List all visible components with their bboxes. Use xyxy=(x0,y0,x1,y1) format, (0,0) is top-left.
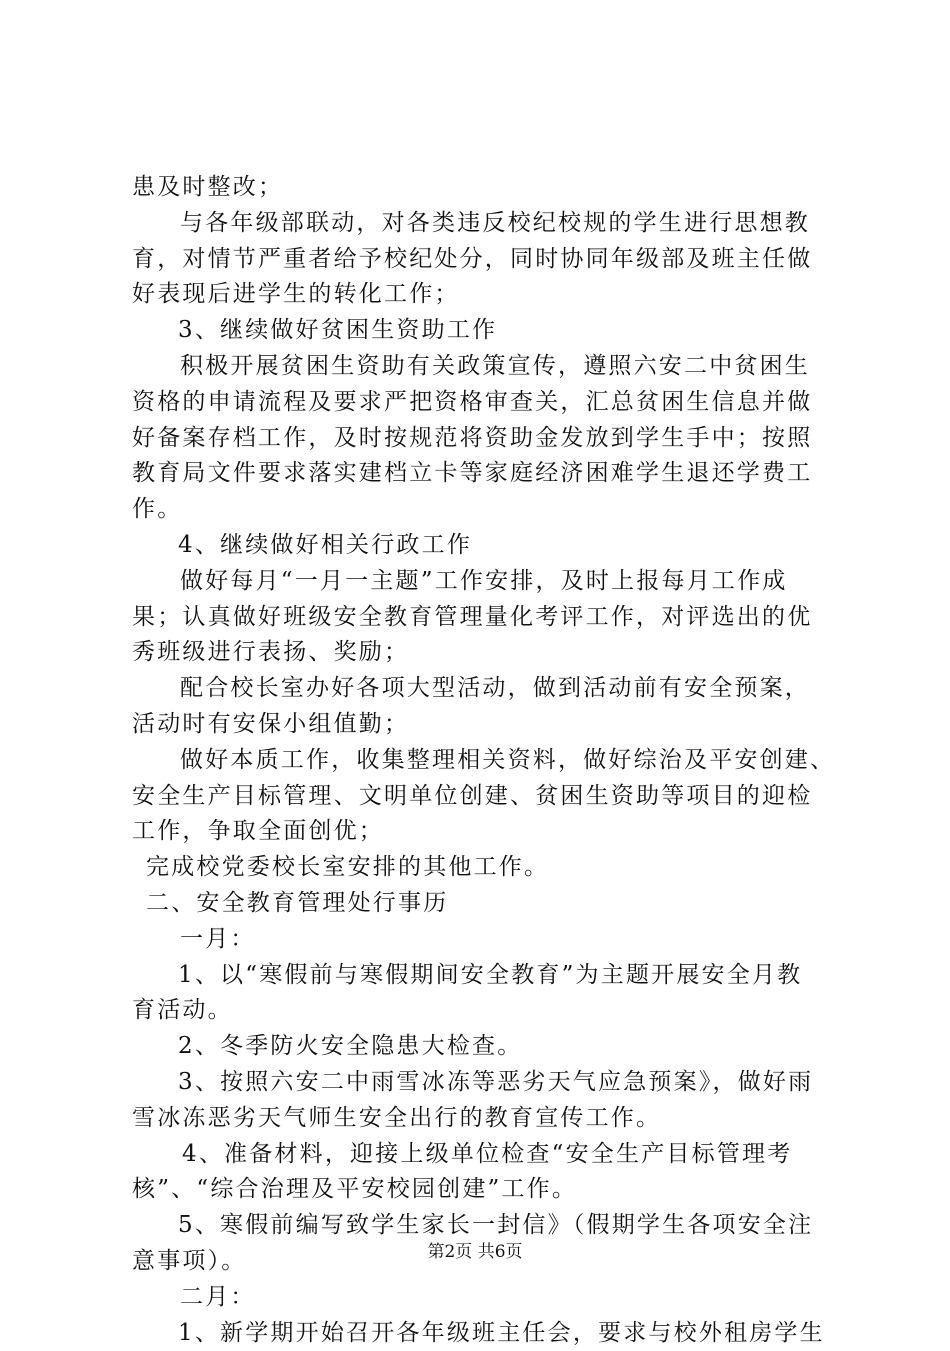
text-line: 育活动。 xyxy=(132,993,852,1029)
text-line: 教育局文件要求落实建档立卡等家庭经济困难学生退还学费工 xyxy=(132,456,852,492)
text-line: 4、准备材料，迎接上级单位检查“安全生产目标管理考 xyxy=(132,1137,852,1173)
text-line: 患及时整改； xyxy=(132,170,852,206)
text-line: 1、以“寒假前与寒假期间安全教育”为主题开展安全月教 xyxy=(132,958,852,994)
text-line: 果；认真做好班级安全教育管理量化考评工作，对评选出的优 xyxy=(132,600,852,636)
text-line: 安全生产目标管理、文明单位创建、贫困生资助等项目的迎检 xyxy=(132,779,852,815)
text-line: 好备案存档工作，及时按规范将资助金发放到学生手中；按照 xyxy=(132,421,852,457)
text-line: 积极开展贫困生资助有关政策宣传，遵照六安二中贫困生 xyxy=(132,349,852,385)
text-line: 雪冰冻恶劣天气师生安全出行的教育宣传工作。 xyxy=(132,1101,852,1137)
text-line: 完成校党委校长室安排的其他工作。 xyxy=(132,850,852,886)
text-line: 1、新学期开始召开各年级班主任会，要求与校外租房学生 xyxy=(132,1316,852,1351)
text-line: 资格的申请流程及要求严把资格审查关，汇总贫困生信息并做 xyxy=(132,385,852,421)
text-line: 3、继续做好贫困生资助工作 xyxy=(132,313,852,349)
text-line: 5、寒假前编写致学生家长一封信》（假期学生各项安全注 xyxy=(132,1208,852,1244)
text-line: 2、冬季防火安全隐患大检查。 xyxy=(132,1029,852,1065)
text-line: 一月： xyxy=(132,922,852,958)
text-line: 4、继续做好相关行政工作 xyxy=(132,528,852,564)
text-line: 工作，争取全面创优； xyxy=(132,814,852,850)
text-line: 意事项）。 xyxy=(132,1244,852,1280)
text-line: 3、按照六安二中雨雪冰冻等恶劣天气应急预案》，做好雨 xyxy=(132,1065,852,1101)
text-line: 二、安全教育管理处行事历 xyxy=(132,886,852,922)
text-line: 核”、“综合治理及平安校园创建”工作。 xyxy=(132,1172,852,1208)
text-line: 活动时有安保小组值勤； xyxy=(132,707,852,743)
text-line: 与各年级部联动，对各类违反校纪校规的学生进行思想教 xyxy=(132,206,852,242)
text-line: 做好本质工作，收集整理相关资料，做好综治及平安创建、 xyxy=(132,743,852,779)
text-line: 做好每月“一月一主题”工作安排，及时上报每月工作成 xyxy=(132,564,852,600)
text-line: 配合校长室办好各项大型活动，做到活动前有安全预案， xyxy=(132,671,852,707)
text-line: 秀班级进行表扬、奖励； xyxy=(132,635,852,671)
text-line: 作。 xyxy=(132,492,852,528)
document-body xyxy=(132,170,852,1351)
text-line: 育，对情节严重者给予校纪处分，同时协同年级部及班主任做 xyxy=(132,242,852,278)
page-footer: 第2页 共6页 xyxy=(0,1240,950,1264)
text-line: 好表现后进学生的转化工作； xyxy=(132,277,852,313)
text-line: 二月： xyxy=(132,1280,852,1316)
